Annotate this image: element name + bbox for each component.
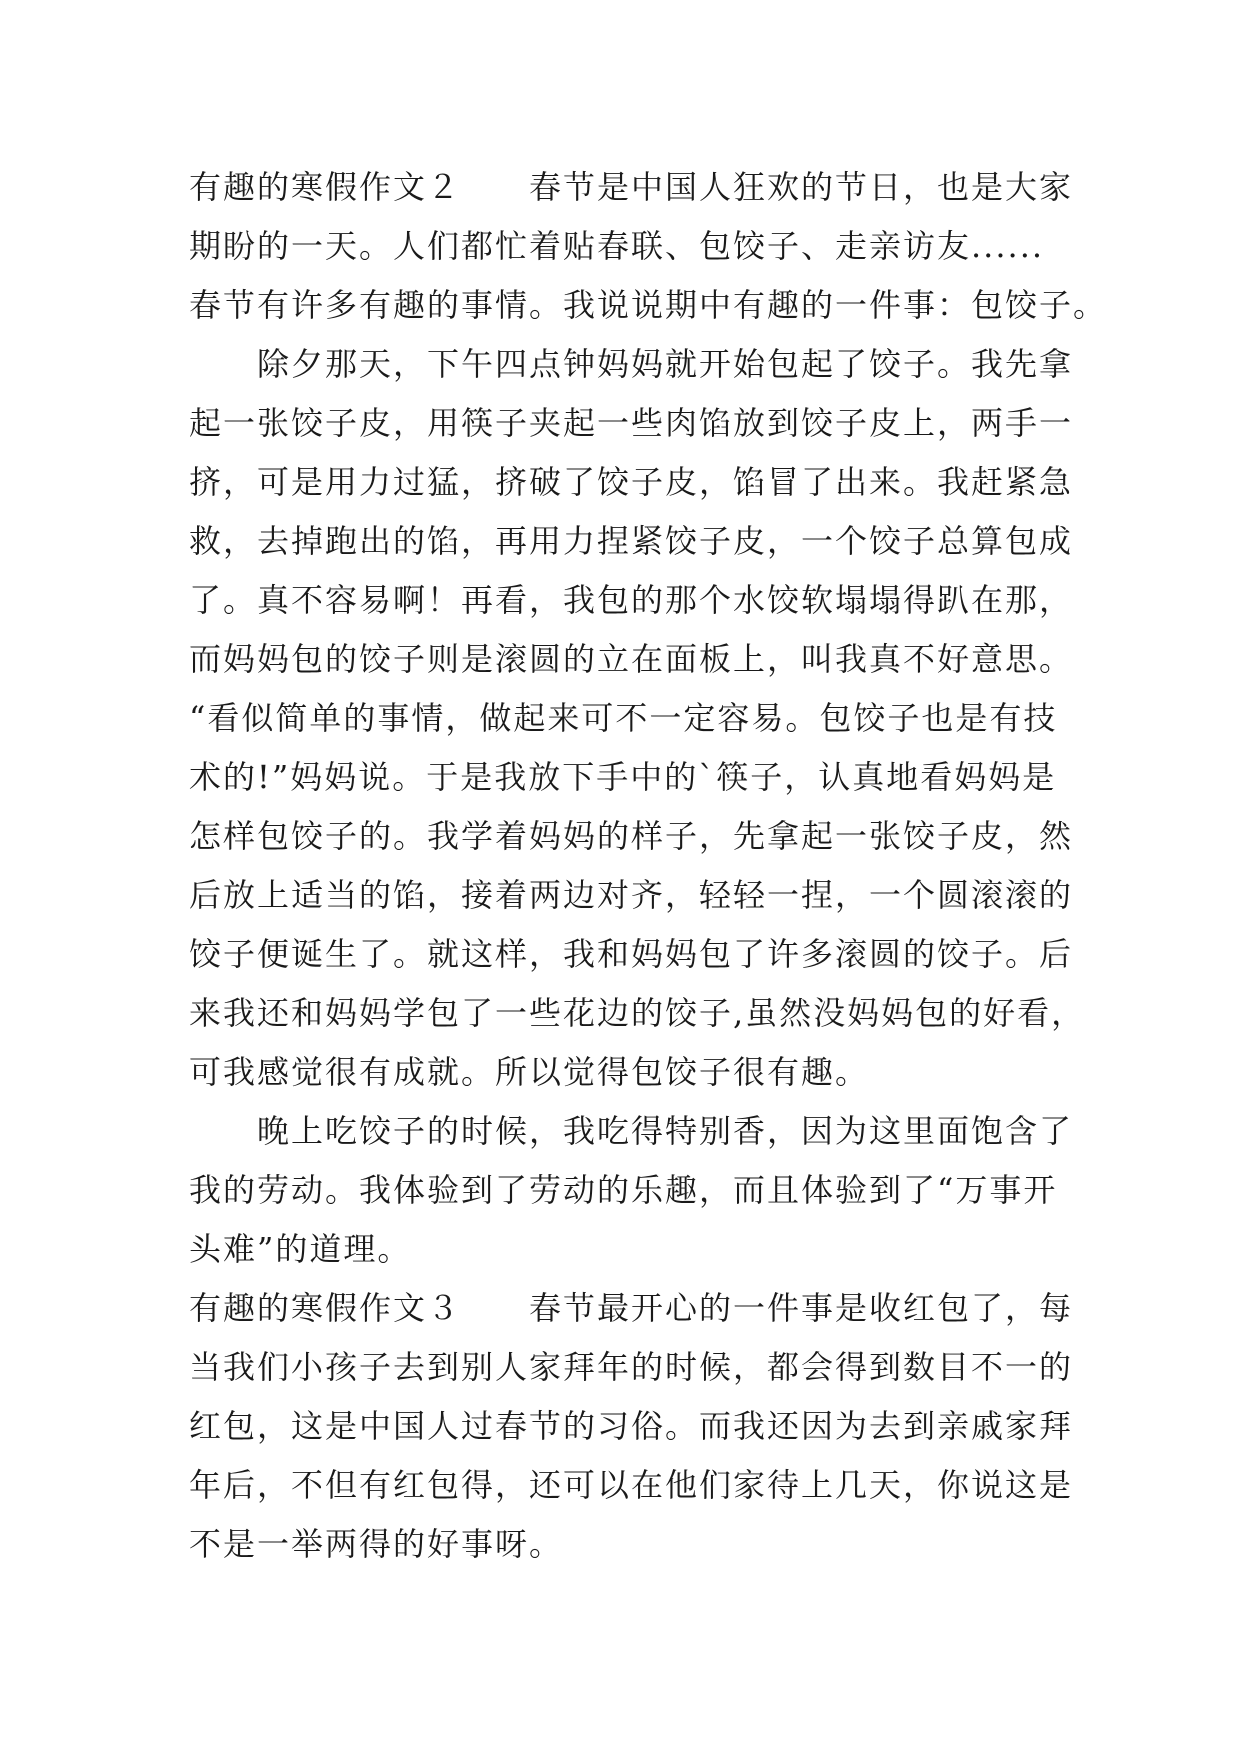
text-line: 当我们小孩子去到别人家拜年的时候，都会得到数目不一的 <box>189 1348 1074 1386</box>
text-line: 来我还和妈妈学包了一些花边的饺子,虽然没妈妈包的好看， <box>189 994 1086 1032</box>
text-line: 头难”的道理。 <box>189 1230 412 1268</box>
text-line: 后放上适当的馅，接着两边对齐，轻轻一捏，一个圆滚滚的 <box>189 876 1074 914</box>
text-line: 我的劳动。我体验到了劳动的乐趣，而且体验到了“万事开 <box>189 1171 1058 1209</box>
text-line: 有趣的寒假作文２ 春节是中国人狂欢的节日，也是大家 <box>189 168 1074 206</box>
text-line: 起一张饺子皮，用筷子夹起一些肉馅放到饺子皮上，两手一 <box>189 404 1074 442</box>
text-line: 除夕那天，下午四点钟妈妈就开始包起了饺子。我先拿 <box>189 345 1074 383</box>
text-line: 期盼的一天。人们都忙着贴春联、包饺子、走亲访友...... <box>189 227 1045 265</box>
text-line: 春节有许多有趣的事情。我说说期中有趣的一件事：包饺子。 <box>189 286 1108 324</box>
text-line: 红包，这是中国人过春节的习俗。而我还因为去到亲戚家拜 <box>189 1407 1074 1445</box>
text-line: 了。真不容易啊！再看，我包的那个水饺软塌塌得趴在那， <box>189 581 1074 619</box>
text-line: 救，去掉跑出的馅，再用力捏紧饺子皮，一个饺子总算包成 <box>189 522 1074 560</box>
text-line: 有趣的寒假作文３ 春节最开心的一件事是收红包了，每 <box>189 1289 1074 1327</box>
text-line: 年后，不但有红包得，还可以在他们家待上几天，你说这是 <box>189 1466 1074 1504</box>
text-line: 挤，可是用力过猛，挤破了饺子皮，馅冒了出来。我赶紧急 <box>189 463 1074 501</box>
document-body <box>189 158 1108 1574</box>
text-line: 不是一举两得的好事呀。 <box>189 1525 564 1563</box>
text-line: 而妈妈包的饺子则是滚圆的立在面板上，叫我真不好意思。 <box>189 640 1074 678</box>
text-line: 饺子便诞生了。就这样，我和妈妈包了许多滚圆的饺子。后 <box>189 935 1074 973</box>
text-line: 怎样包饺子的。我学着妈妈的样子，先拿起一张饺子皮，然 <box>189 817 1074 855</box>
text-line: 术的!”妈妈说。于是我放下手中的`筷子，认真地看妈妈是 <box>189 758 1057 796</box>
text-line: 晚上吃饺子的时候，我吃得特别香，因为这里面饱含了 <box>189 1112 1074 1150</box>
text-line: “看似简单的事情，做起来可不一定容易。包饺子也是有技 <box>189 699 1058 737</box>
text-line: 可我感觉很有成就。所以觉得包饺子很有趣。 <box>189 1053 870 1091</box>
